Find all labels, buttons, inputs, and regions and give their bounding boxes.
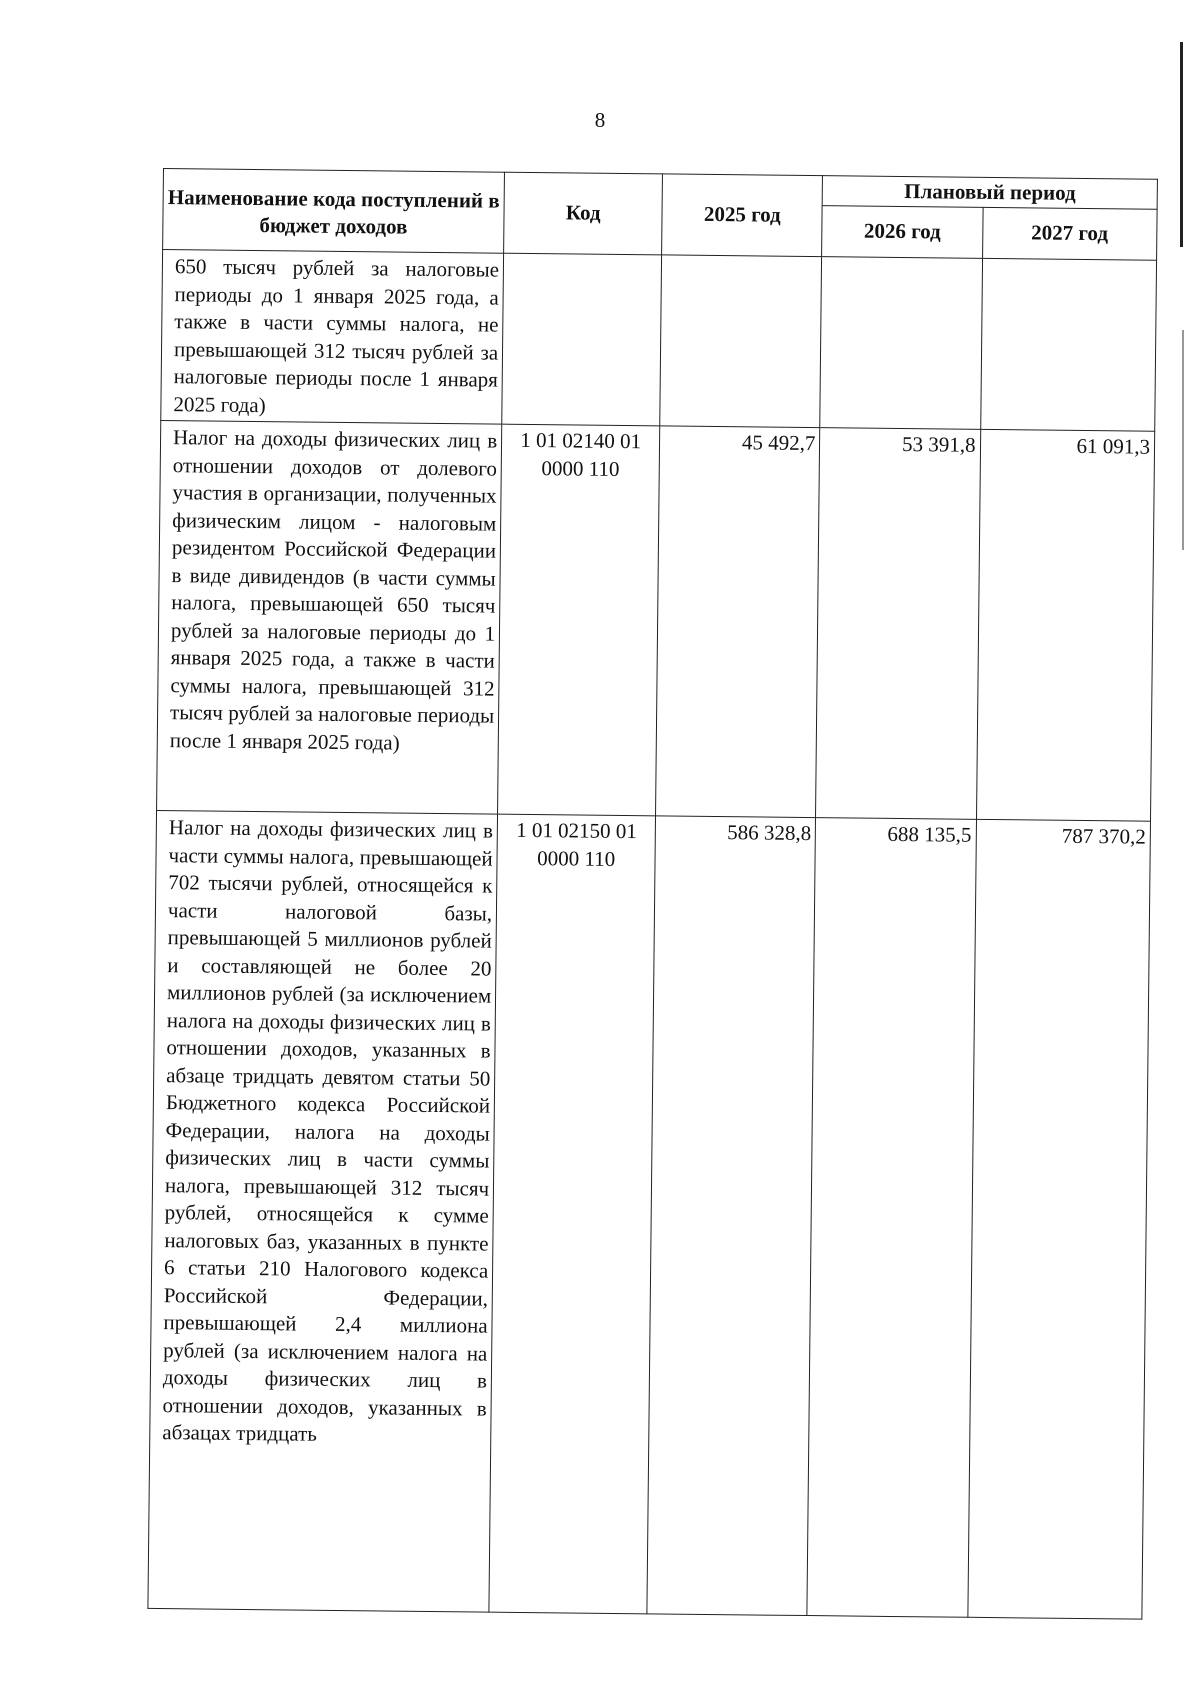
budget-revenue-table	[147, 168, 1158, 1620]
page-number: 8	[594, 108, 606, 132]
scan-edge-mark	[1180, 42, 1183, 247]
row-2025-cell: 586 328,8	[647, 816, 816, 1616]
row-name-cell: Налог на доходы физических лиц в части суммы налога, превышающей 702 тысячи рублей, относящейся к части налоговой базы, превышающей 5 миллионов рублей и составляющей не более 20 миллионов рублей (за исключением налога на доходы физических лиц в отношении доходов, указанных в абзаце тридцать девятом статьи 50 Бюджетного кодекса Российской Федерации, налога на доходы физических лиц в части суммы налога, превышающей 312 тысяч рублей, относящейся к сумме налоговых баз, указанных в пункте 6 статьи 210 Налогового кодекса Российской Федерации, превышающей 2,4 миллиона рублей (за исключением налога на доходы физических лиц в отношении доходов, указанных в абзацах тридцать	[148, 810, 498, 1612]
scan-edge-mark-lower	[1182, 330, 1184, 550]
row-2027-cell: 787 370,2	[967, 819, 1150, 1619]
row-2026-cell	[820, 257, 982, 430]
row-2026-cell: 53 391,8	[816, 428, 980, 820]
header-name: Наименование кода поступлений в бюджет доходов	[163, 169, 505, 254]
row-2025-cell: 45 492,7	[656, 426, 820, 818]
row-code-cell	[502, 253, 662, 426]
header-2025: 2025 год	[662, 174, 823, 257]
row-name-cell: Налог на доходы физических лиц в отношении доходов от долевого участия в организации, полученных физическим лицом - налоговым резидентом Российской Федерации в виде дивидендов (в части суммы налога, превышающей 650 тысяч рублей за налоговые периоды до 1 января 2025 года, а также в части суммы налога, превышающей 312 тысяч рублей за налоговые периоды после 1 января 2025 года)	[157, 420, 502, 814]
row-2025-cell	[660, 255, 822, 428]
row-2027-cell: 61 091,3	[976, 429, 1155, 821]
header-code: Код	[504, 172, 663, 255]
table-row	[157, 420, 1155, 821]
table-row	[148, 810, 1151, 1619]
table-row	[161, 250, 1157, 432]
row-name-cell: 650 тысяч рублей за налоговые периоды до 1 января 2025 года, а также в части суммы налога, не превышающей 312 тысяч рублей за налоговые периоды после 1 января 2025 года)	[161, 250, 504, 425]
row-2027-cell	[980, 258, 1156, 431]
header-2026: 2026 год	[822, 206, 983, 259]
header-plan-period: Плановый период	[823, 176, 1158, 210]
row-code-cell: 1 01 02150 01 0000 110	[489, 814, 656, 1614]
row-2026-cell: 688 135,5	[807, 818, 976, 1618]
header-2027: 2027 год	[982, 207, 1157, 260]
row-code-cell: 1 01 02140 01 0000 110	[498, 424, 660, 816]
